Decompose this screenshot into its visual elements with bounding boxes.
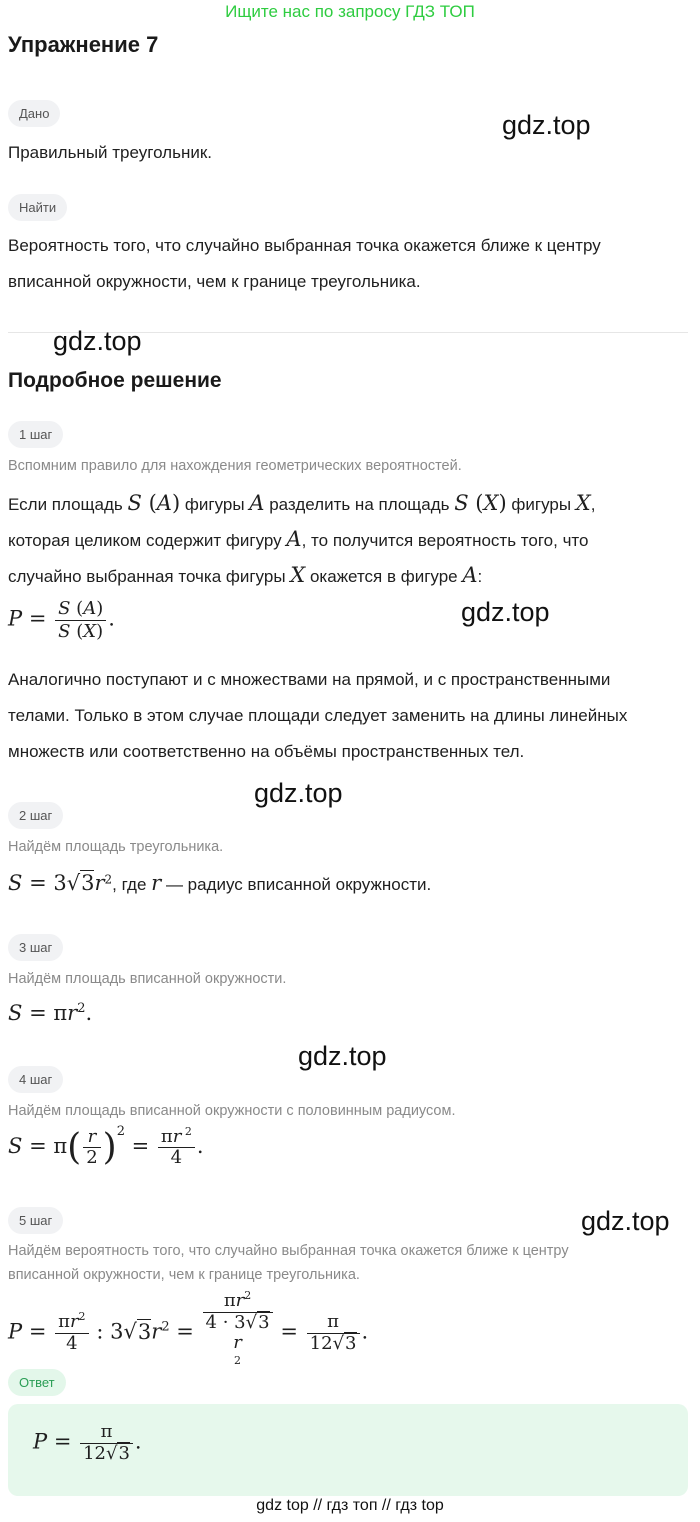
search-banner[interactable]: Ищите нас по запросу ГДЗ ТОП	[225, 2, 475, 21]
watermark: gdz.top	[581, 1206, 670, 1236]
find-text-line1: Вероятность того, что случайно выбранная точка окажется ближе к центру	[8, 236, 601, 255]
step4-formula: S = π( $\frac{r}{2}$ )$^2$ = $\frac{\pi r ^2}{4}$ .	[8, 1124, 204, 1169]
page-title: Упражнение 7	[8, 32, 159, 57]
step1-after-line2: телами. Только в этом случае площади следует заменить на длины линейных	[8, 706, 628, 725]
step1-line3: случайно выбранная точка фигуры X окажется в фигуре A:	[8, 563, 483, 587]
step1-after-line3: множеств или соответственно на объёмы пространственных тел.	[8, 742, 525, 761]
step1-line2: которая целиком содержит фигуру A, то получится вероятность того, что	[8, 527, 589, 551]
answer-badge: Ответ	[8, 1369, 66, 1396]
given-text: Правильный треугольник.	[8, 143, 212, 162]
step1-line1: Если площадь S (A) фигуры A разделить на площадь S (X) фигуры X,	[8, 491, 596, 515]
given-badge: Дано	[8, 100, 60, 127]
step4-badge: 4 шаг	[8, 1066, 63, 1093]
step2-formula-line: $S = 3√3r^2$, где r — радиус вписанной окружности.	[8, 871, 432, 895]
step2-hint: Найдём площадь треугольника.	[8, 839, 224, 855]
watermark: gdz.top	[502, 110, 591, 140]
watermark: gdz.top	[53, 326, 142, 356]
step3-hint: Найдём площадь вписанной окружности.	[8, 971, 287, 987]
step4-hint: Найдём площадь вписанной окружности с половинным радиусом.	[8, 1103, 456, 1119]
answer-formula: P = $\frac{\pi}{12√3}$ .	[33, 1421, 142, 1464]
step1-after-line1: Аналогично поступают и с множествами на прямой, и с пространственными	[8, 670, 611, 689]
formula-probability: P = $\frac{S (A)}{S (X)}$ .	[8, 598, 115, 642]
footer-links[interactable]: gdz top // гдз топ // гдз top	[256, 1497, 444, 1514]
find-text-line2: вписанной окружности, чем к границе треугольника.	[8, 272, 421, 291]
step2-badge: 2 шаг	[8, 802, 63, 829]
step5-hint-line2: вписанной окружности, чем к границе треугольника.	[8, 1267, 360, 1283]
step3-badge: 3 шаг	[8, 934, 63, 961]
watermark: gdz.top	[298, 1041, 387, 1071]
step5-hint-line1: Найдём вероятность того, что случайно выбранная точка окажется ближе к центру	[8, 1243, 569, 1259]
step1-hint: Вспомним правило для нахождения геометрических вероятностей.	[8, 458, 462, 474]
watermark: gdz.top	[254, 778, 343, 808]
step1-badge: 1 шаг	[8, 421, 63, 448]
step5-formula: P = $\frac{\pi r^2}{4}$ : $3√3r^2$ = $\pi r^2$ 4 · 3√3 r $^2$ = $\frac{\pi}{12√3}$ .	[8, 1289, 369, 1368]
step5-badge: 5 шаг	[8, 1207, 63, 1234]
step3-formula: $S = \pi r^2$.	[8, 1001, 93, 1025]
solution-title: Подробное решение	[8, 369, 222, 392]
watermark: gdz.top	[461, 597, 550, 627]
find-badge: Найти	[8, 194, 67, 221]
